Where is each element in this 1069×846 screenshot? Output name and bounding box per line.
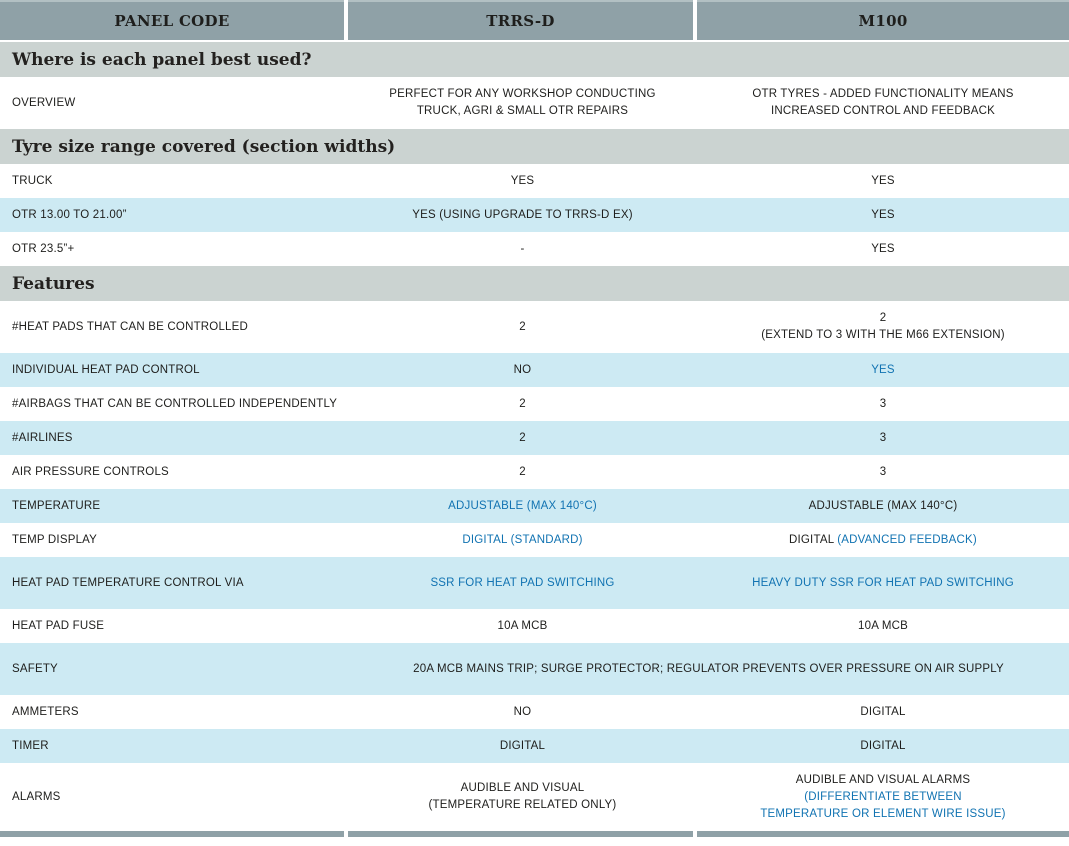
cell-value <box>697 362 1069 379</box>
row-label: OVERVIEW <box>12 97 76 109</box>
table-row <box>0 232 1069 266</box>
cell-value-line: 3 <box>879 465 887 478</box>
table-row <box>0 455 1069 489</box>
table-row <box>0 164 1069 198</box>
cell-value-line: YES <box>871 363 895 376</box>
table-row <box>0 729 1069 763</box>
row-label: INDIVIDUAL HEAT PAD CONTROL <box>12 364 200 376</box>
cell-value-line: 3 <box>879 397 887 410</box>
row-label: AMMETERS <box>12 706 79 718</box>
table-row <box>0 198 1069 232</box>
table-row <box>0 77 1069 129</box>
table-footer-bar <box>0 831 1069 837</box>
table-row <box>0 763 1069 831</box>
cell-value-line: 20A MCB MAINS TRIP; SURGE PROTECTOR; REGULATOR PREVENTS OVER PRESSURE ON AIR SUPPLY <box>413 662 1004 675</box>
cell-value-line: SSR FOR HEAT PAD SWITCHING <box>430 576 615 589</box>
cell-value-line: DIGITAL (ADVANCED FEEDBACK) <box>789 533 977 546</box>
cell-value <box>348 661 1069 678</box>
cell-value <box>697 86 1069 120</box>
cell-value-line: 2 <box>519 320 526 333</box>
section-header: Tyre size range covered (section widths) <box>0 129 1069 164</box>
cell-value <box>697 430 1069 447</box>
cell-value <box>697 498 1069 515</box>
cell-value-line: 2 <box>519 465 526 478</box>
cell-value <box>348 498 697 515</box>
cell-value <box>348 430 697 447</box>
row-label: TRUCK <box>12 175 53 187</box>
cell-value-line: YES <box>871 174 895 187</box>
table-row <box>0 609 1069 643</box>
row-label: OTR 13.00 TO 21.00” <box>12 209 127 221</box>
row-label: TEMP DISPLAY <box>12 534 98 546</box>
cell-value <box>697 207 1069 224</box>
footer-segment <box>697 831 1069 837</box>
cell-value-line: OTR TYRES - ADDED FUNCTIONALITY MEANS <box>752 88 1014 100</box>
cell-value-line: DIGITAL <box>860 739 906 752</box>
cell-value-line: YES <box>871 242 895 255</box>
cell-value <box>348 207 697 224</box>
cell-value-line: TEMPERATURE OR ELEMENT WIRE ISSUE) <box>760 807 1006 820</box>
row-label: ALARMS <box>12 791 61 803</box>
cell-value <box>697 310 1069 344</box>
table-row <box>0 695 1069 729</box>
cell-value-line: 10A MCB <box>858 619 908 632</box>
table-row <box>0 643 1069 695</box>
cell-value-line: HEAVY DUTY SSR FOR HEAT PAD SWITCHING <box>752 576 1014 589</box>
cell-value <box>348 173 697 190</box>
cell-value <box>348 362 697 379</box>
row-label: #HEAT PADS THAT CAN BE CONTROLLED <box>12 321 249 333</box>
row-label: HEAT PAD FUSE <box>12 620 105 632</box>
row-label: AIR PRESSURE CONTROLS <box>12 466 169 478</box>
cell-value-line: PERFECT FOR ANY WORKSHOP CONDUCTING <box>389 88 656 100</box>
cell-value-line: AUDIBLE AND VISUAL <box>460 782 585 794</box>
cell-value-line: NO <box>513 705 532 718</box>
cell-value-line: 2 <box>519 397 526 410</box>
cell-value <box>348 738 697 755</box>
cell-value <box>348 319 697 336</box>
cell-value-line: 3 <box>879 431 887 444</box>
cell-value <box>697 173 1069 190</box>
cell-value-line: (EXTEND TO 3 WITH THE M66 EXTENSION) <box>761 329 1005 341</box>
table-row <box>0 301 1069 353</box>
row-label: OTR 23.5”+ <box>12 243 75 255</box>
footer-segment <box>348 831 693 837</box>
cell-value <box>348 241 697 258</box>
column-header-panel-code: PANEL CODE <box>0 0 344 40</box>
section-header: Where is each panel best used? <box>0 42 1069 77</box>
cell-value <box>348 780 697 814</box>
cell-value <box>697 396 1069 413</box>
cell-value <box>697 532 1069 549</box>
table-row <box>0 353 1069 387</box>
cell-value-line: (DIFFERENTIATE BETWEEN <box>804 790 962 803</box>
cell-value-line: NO <box>513 363 532 376</box>
row-label: SAFETY <box>12 663 58 675</box>
cell-value <box>348 86 697 120</box>
footer-segment <box>0 831 344 837</box>
cell-value <box>697 738 1069 755</box>
cell-value-line: DIGITAL <box>860 705 906 718</box>
cell-value <box>348 532 697 549</box>
cell-value <box>348 704 697 721</box>
cell-value-line: INCREASED CONTROL AND FEEDBACK <box>770 105 996 117</box>
table-row <box>0 557 1069 609</box>
cell-value <box>348 575 697 592</box>
table-row <box>0 523 1069 557</box>
cell-value-line: 2 <box>879 312 887 324</box>
cell-value-line: (TEMPERATURE RELATED ONLY) <box>428 799 617 811</box>
column-header-m100: M100 <box>697 0 1069 40</box>
table-body <box>0 42 1069 831</box>
cell-value-line: AUDIBLE AND VISUAL ALARMS <box>795 773 971 786</box>
table-row <box>0 489 1069 523</box>
section-header: Features <box>0 266 1069 301</box>
cell-value <box>697 464 1069 481</box>
cell-value-line: DIGITAL (STANDARD) <box>462 533 583 546</box>
cell-value <box>697 772 1069 823</box>
cell-value <box>348 464 697 481</box>
cell-value <box>697 704 1069 721</box>
cell-value-line: YES (USING UPGRADE TO TRRS-D EX) <box>412 208 633 221</box>
cell-value <box>697 618 1069 635</box>
cell-value-line: 2 <box>519 431 526 444</box>
cell-value-line: - <box>520 242 525 255</box>
cell-value-line: TRUCK, AGRI & SMALL OTR REPAIRS <box>416 105 629 117</box>
table-header-row <box>0 0 1069 40</box>
cell-value <box>348 396 697 413</box>
table-row <box>0 387 1069 421</box>
row-label: TIMER <box>12 740 49 752</box>
cell-value-line: YES <box>510 174 535 187</box>
column-header-trrs-d: TRRS-D <box>348 0 693 40</box>
cell-value-line: YES <box>871 208 895 221</box>
row-label: TEMPERATURE <box>12 500 101 512</box>
row-label: HEAT PAD TEMPERATURE CONTROL VIA <box>12 577 244 589</box>
cell-value <box>697 241 1069 258</box>
cell-value <box>348 618 697 635</box>
row-label: #AIRLINES <box>12 432 73 444</box>
table-row <box>0 421 1069 455</box>
cell-value <box>697 575 1069 592</box>
cell-value-line: ADJUSTABLE (MAX 140°C) <box>448 499 597 512</box>
cell-value-line: DIGITAL <box>499 739 546 752</box>
row-label: #AIRBAGS THAT CAN BE CONTROLLED INDEPENDENTLY <box>12 398 338 410</box>
cell-value-line: ADJUSTABLE (MAX 140°C) <box>808 499 958 512</box>
cell-value-line: 10A MCB <box>497 619 548 632</box>
